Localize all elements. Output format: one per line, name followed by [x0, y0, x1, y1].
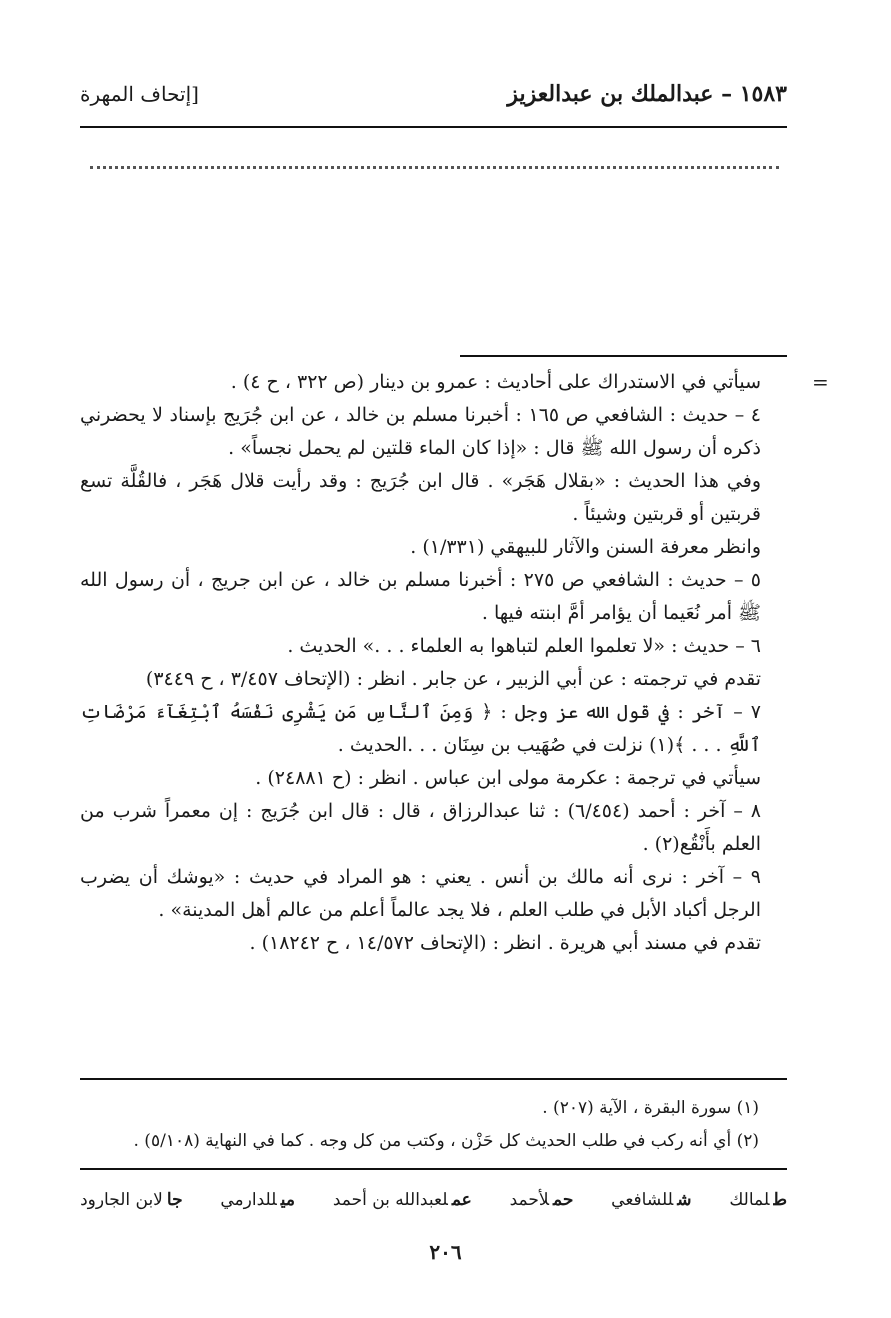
- hadith-entry-9: ٩ – آخر : نرى أنه مالك بن أنس . يعني : هو المراد في حديث : «يوشك أن يضرب الرجل أكباد الأبل في طلب العلم ، فلا يجد عالماً أعلم من عالم أهل المدينة» .: [80, 866, 761, 921]
- dotted-separator: [90, 146, 779, 169]
- text-paragraph: تقدم في مسند أبي هريرة . انظر : (الإتحاف ١٤/٥٧٢ ، ح ١٨٢٤٢) .: [249, 932, 761, 954]
- abbreviation-meaning: للدارمي: [220, 1190, 277, 1210]
- footnote-rule: [80, 1078, 787, 1080]
- abbreviation-code: جا: [166, 1190, 183, 1210]
- abbreviation-meaning: لابن الجارود: [80, 1190, 163, 1210]
- entry-title: ١٥٨٣ – عبدالملك بن عبدالعزيز: [507, 81, 787, 107]
- main-text: [80, 366, 787, 960]
- abbreviation-key: [80, 1180, 787, 1220]
- hadith-entry-6: ٦ – حديث : «لا تعلموا العلم لتباهوا به العلماء . . .» الحديث .: [287, 635, 761, 657]
- abbreviation-code: ش: [677, 1190, 692, 1210]
- abbreviation-item: [220, 1190, 295, 1210]
- footnote: (٢) أي أنه ركب في طلب الحديث كل حَزْن ، وكتب من كل وجه . كما في النهاية (٥/١٠٨) .: [133, 1131, 759, 1151]
- abbreviation-code: مي: [280, 1190, 296, 1210]
- text-paragraph: سيأتي في ترجمة : عكرمة مولى ابن عباس . انظر : (ح ٢٤٨٨١) .: [255, 767, 761, 789]
- abbreviation-item: [80, 1190, 183, 1210]
- abbreviation-meaning: لعبدالله بن أحمد: [332, 1190, 448, 1210]
- text-paragraph: وانظر معرفة السنن والآثار للبيهقي (١/٣٣١) .: [410, 536, 761, 558]
- footnotes: [80, 1092, 759, 1158]
- abbreviation-item: [333, 1190, 472, 1210]
- section-rule: [460, 355, 787, 357]
- hadith-entry-4: ٤ – حديث : الشافعي ص ١٦٥ : أخبرنا مسلم بن خالد ، عن ابن جُرَيج بإسناد لا يحضرني ذكره أن رسول الله ﷺ قال : «إذا كان الماء قلتين لم يحمل نجساً» .: [80, 404, 761, 459]
- hadith-entry-5: ٥ – حديث : الشافعي ص ٢٧٥ : أخبرنا مسلم بن خالد ، عن ابن جريج ، أن رسول الله ﷺ أمر نُعَيما أن يؤامر أمَّ ابنته فيها .: [80, 569, 762, 624]
- abbreviation-code: عم: [451, 1190, 472, 1210]
- footnote: (١) سورة البقرة ، الآية (٢٠٧) .: [542, 1098, 759, 1118]
- hadith-entry-8: ٨ – آخر : أحمد (٦/٤٥٤) : ثنا عبدالرزاق ، قال : قال ابن جُرَيج : إن معمراً شرب من العلم بأَنْقُع(٢) .: [80, 800, 761, 855]
- abbreviation-meaning: للشافعي: [611, 1190, 674, 1210]
- page-number: ٢٠٦: [429, 1240, 462, 1264]
- running-header: [80, 76, 787, 112]
- abbreviation-rule: [80, 1168, 787, 1170]
- abbreviation-meaning: لأحمد: [509, 1190, 550, 1210]
- abbreviation-item: [510, 1190, 574, 1210]
- text-paragraph: تقدم في ترجمته : عن أبي الزبير ، عن جابر . انظر : (الإتحاف ٣/٤٥٧ ، ح ٣٤٤٩): [145, 668, 761, 690]
- abbreviation-code: حم: [553, 1190, 574, 1210]
- abbreviation-item: [729, 1190, 787, 1210]
- header-rule: [80, 126, 787, 128]
- text-paragraph: وفي هذا الحديث : «بقلال هَجَر» . قال ابن جُرَيج : وقد رأيت قلال هَجَر ، فالقُلَّة تسع قربتين أو قربتين وشيئاً .: [80, 470, 761, 525]
- text-paragraph: سيأتي في الاستدراك على أحاديث : عمرو بن دينار (ص ٣٢٢ ، ح ٤) .: [230, 371, 761, 393]
- abbreviation-code: ط: [773, 1190, 787, 1210]
- hadith-entry-7: ٧ – آخر : في قول الله عز وجل : ﴿ وَمِنَ ٱلنَّاسِ مَن يَشْرِى نَفْسَهُ ٱبْتِغَآءَ مَرْضَاتِ ٱللَّهِ . . . ﴾(١) نزلت في صُهَيب بن سِنَان . . .الحديث .: [80, 701, 761, 756]
- continuation-mark: =: [812, 370, 829, 394]
- abbreviation-item: [611, 1190, 691, 1210]
- book-title: [إتحاف المهرة: [80, 82, 199, 106]
- abbreviation-meaning: لمالك: [729, 1190, 770, 1210]
